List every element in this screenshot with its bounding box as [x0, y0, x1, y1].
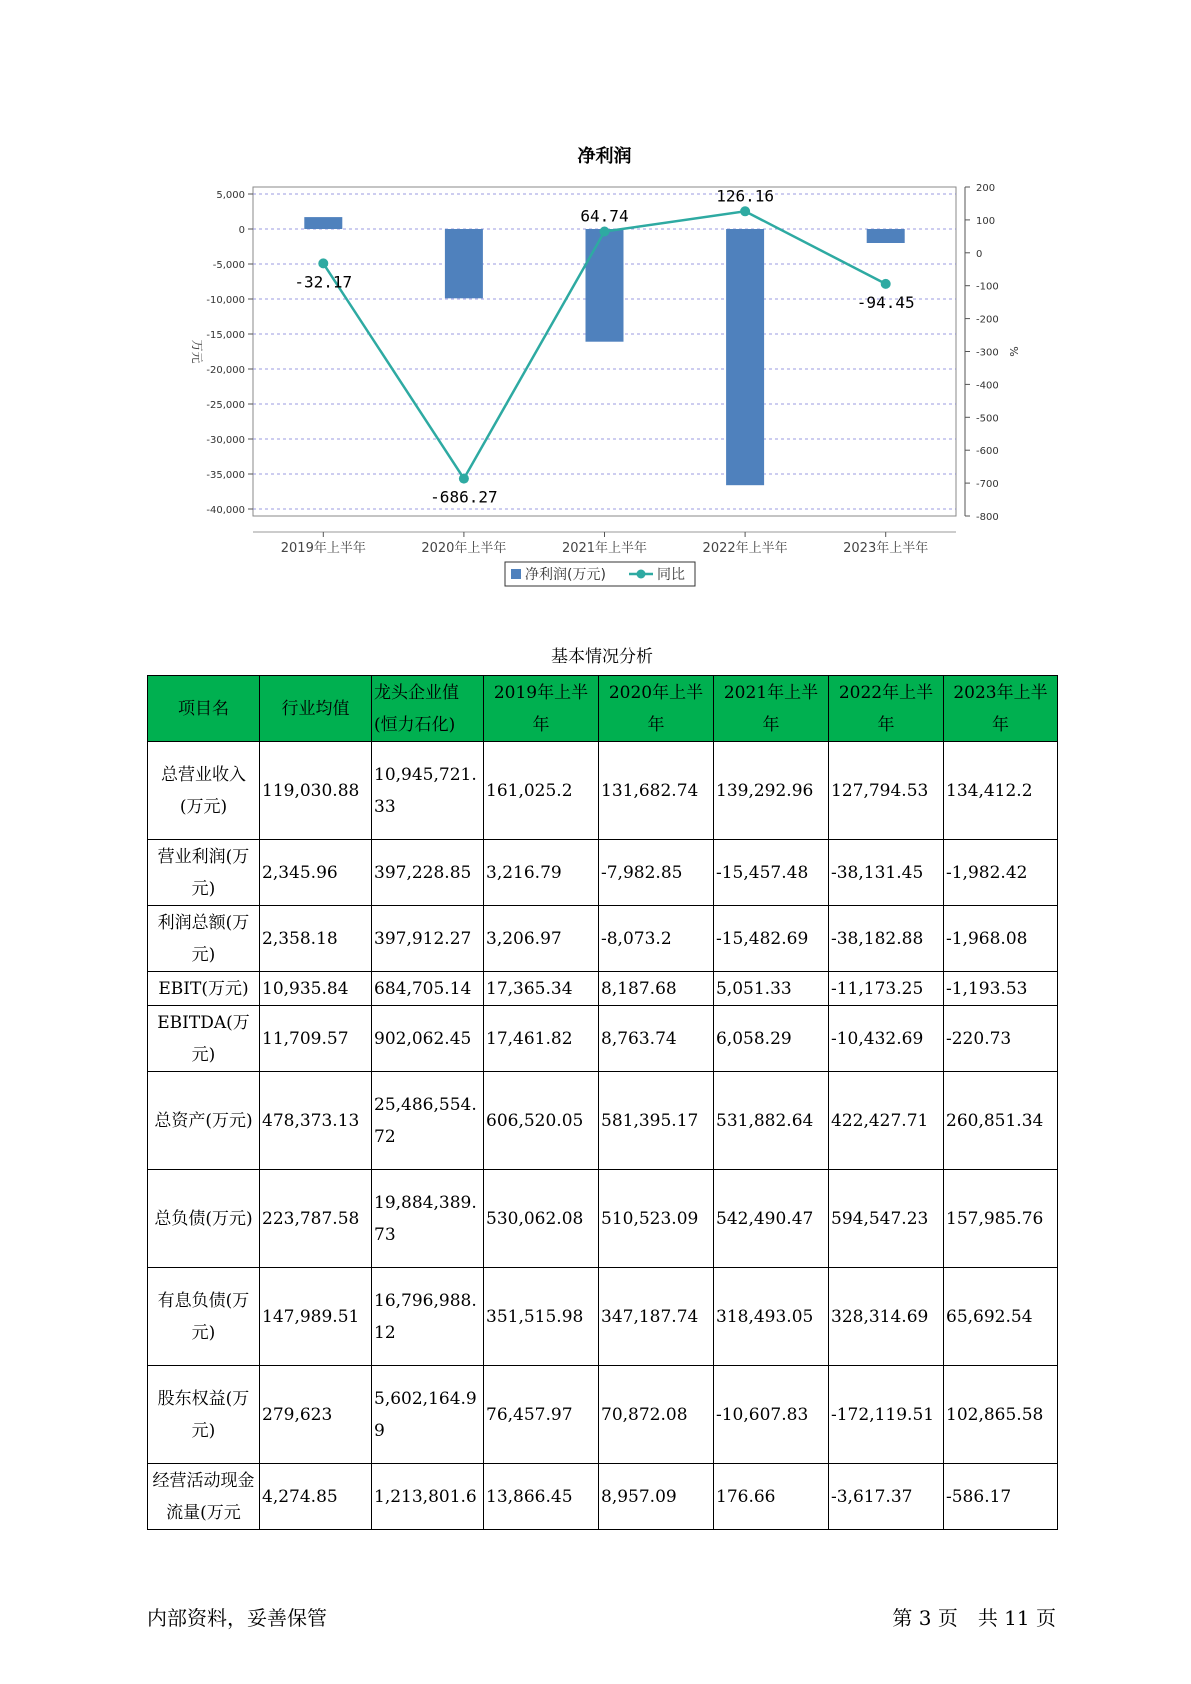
value-cell: 76,457.97 — [484, 1366, 599, 1464]
basic-analysis-table — [147, 675, 1058, 1530]
value-cell: 347,187.74 — [599, 1268, 714, 1366]
value-cell: 684,705.14 — [372, 972, 484, 1006]
value-cell: 13,866.45 — [484, 1464, 599, 1530]
value-cell: -10,432.69 — [829, 1006, 944, 1072]
header-2022h1: 2022年上半年 — [829, 676, 944, 742]
table-row — [148, 742, 1058, 840]
table-row — [148, 972, 1058, 1006]
y-right-axis-label: % — [1007, 346, 1020, 357]
table-row — [148, 1464, 1058, 1530]
value-cell: -11,173.25 — [829, 972, 944, 1006]
footer-page-number: 第 3 页 共 11 页 — [892, 1606, 1056, 1630]
chart-title: 净利润 — [577, 146, 632, 167]
value-cell: -38,131.45 — [829, 840, 944, 906]
y-tick-label: -35,000 — [206, 470, 245, 481]
row-label-cell: 有息负债(万元) — [148, 1268, 260, 1366]
table-row — [148, 906, 1058, 972]
row-label-cell: 利润总额(万元) — [148, 906, 260, 972]
value-cell: 3,216.79 — [484, 840, 599, 906]
value-cell: 157,985.76 — [944, 1170, 1058, 1268]
row-label-cell: 总资产(万元) — [148, 1072, 260, 1170]
table-row — [148, 840, 1058, 906]
value-cell: 397,912.27 — [372, 906, 484, 972]
value-cell: 10,935.84 — [260, 972, 372, 1006]
y-axis-label: 万元 — [190, 339, 204, 364]
y-tick-label: -15,000 — [206, 330, 245, 341]
value-cell: 119,030.88 — [260, 742, 372, 840]
row-label-cell: 总负债(万元) — [148, 1170, 260, 1268]
yoy-point — [740, 206, 750, 216]
value-cell: 70,872.08 — [599, 1366, 714, 1464]
yoy-point — [600, 227, 610, 237]
value-cell: -172,119.51 — [829, 1366, 944, 1464]
value-cell: 4,274.85 — [260, 1464, 372, 1530]
value-cell: 279,623 — [260, 1366, 372, 1464]
value-cell: 2,345.96 — [260, 840, 372, 906]
x-tick-label: 2022年上半年 — [702, 541, 788, 556]
value-cell: 10,945,721.33 — [372, 742, 484, 840]
bar — [445, 229, 483, 298]
value-cell: 3,206.97 — [484, 906, 599, 972]
y-tick-label: -10,000 — [206, 295, 245, 306]
value-cell: -38,182.88 — [829, 906, 944, 972]
x-tick-label: 2021年上半年 — [561, 541, 648, 556]
table-row — [148, 1170, 1058, 1268]
value-cell: 478,373.13 — [260, 1072, 372, 1170]
bar — [726, 229, 764, 485]
y-right-tick-label: 100 — [976, 215, 996, 227]
value-cell: 17,365.34 — [484, 972, 599, 1006]
footer-confidential: 内部资料，妥善保管 — [147, 1606, 327, 1630]
value-cell: -10,607.83 — [714, 1366, 829, 1464]
value-cell: 1,213,801.6 — [372, 1464, 484, 1530]
header-2021h1: 2021年上半年 — [714, 676, 829, 742]
value-cell: -15,457.48 — [714, 840, 829, 906]
value-cell: 531,882.64 — [714, 1072, 829, 1170]
value-cell: 510,523.09 — [599, 1170, 714, 1268]
y-right-tick-label: -800 — [976, 512, 999, 523]
value-cell: 8,957.09 — [599, 1464, 714, 1530]
y-right-tick-label: -700 — [976, 479, 999, 491]
value-cell: 147,989.51 — [260, 1268, 372, 1366]
y-tick-label: -40,000 — [206, 505, 245, 516]
value-cell: 606,520.05 — [484, 1072, 599, 1170]
value-cell: -1,982.42 — [944, 840, 1058, 906]
y-right-tick-label: -200 — [976, 314, 999, 326]
row-label-cell: EBIT(万元) — [148, 972, 260, 1006]
yoy-data-label: 126.16 — [716, 186, 774, 206]
value-cell: 318,493.05 — [714, 1268, 829, 1366]
value-cell: 260,851.34 — [944, 1072, 1058, 1170]
value-cell: 328,314.69 — [829, 1268, 944, 1366]
header-2023h1: 2023年上半年 — [944, 676, 1058, 742]
legend-swatch-point — [637, 570, 646, 579]
legend-label-bar: 净利润(万元) — [525, 567, 606, 583]
x-tick-label: 2020年上半年 — [421, 541, 507, 556]
value-cell: 2,358.18 — [260, 906, 372, 972]
value-cell: 176.66 — [714, 1464, 829, 1530]
value-cell: 161,025.2 — [484, 742, 599, 840]
y-right-tick-label: -300 — [976, 347, 999, 359]
yoy-point — [459, 474, 469, 484]
value-cell: -1,968.08 — [944, 906, 1058, 972]
value-cell: 594,547.23 — [829, 1170, 944, 1268]
header-industry-avg: 行业均值 — [260, 676, 372, 742]
y-right-tick-label: -600 — [976, 446, 999, 458]
header-2019h1: 2019年上半年 — [484, 676, 599, 742]
legend-swatch-bar — [511, 569, 521, 579]
yoy-data-label: -686.27 — [430, 487, 498, 507]
value-cell: 6,058.29 — [714, 1006, 829, 1072]
y-right-tick-label: 200 — [976, 183, 996, 194]
header-item-name: 项目名 — [148, 676, 260, 742]
legend-label-line: 同比 — [657, 567, 685, 583]
value-cell: 16,796,988.12 — [372, 1268, 484, 1366]
value-cell: 25,486,554.72 — [372, 1072, 484, 1170]
table-header-row — [148, 676, 1058, 742]
row-label-cell: 营业利润(万元) — [148, 840, 260, 906]
y-right-tick-label: -500 — [976, 413, 999, 425]
row-label-cell: 经营活动现金流量(万元 — [148, 1464, 260, 1530]
value-cell: 139,292.96 — [714, 742, 829, 840]
value-cell: -1,193.53 — [944, 972, 1058, 1006]
header-leader-value: 龙头企业值(恒力石化) — [372, 676, 484, 742]
value-cell: 8,763.74 — [599, 1006, 714, 1072]
y-tick-label: 5,000 — [216, 190, 245, 201]
y-tick-label: -30,000 — [206, 435, 245, 446]
yoy-point — [318, 258, 328, 268]
y-right-tick-label: -400 — [976, 380, 999, 392]
value-cell: 223,787.58 — [260, 1170, 372, 1268]
y-right-tick-label: 0 — [976, 248, 983, 260]
yoy-data-label: -32.17 — [294, 272, 353, 292]
value-cell: 902,062.45 — [372, 1006, 484, 1072]
value-cell: -220.73 — [944, 1006, 1058, 1072]
x-tick-label: 2019年上半年 — [280, 541, 366, 556]
value-cell: 5,051.33 — [714, 972, 829, 1006]
value-cell: -8,073.2 — [599, 906, 714, 972]
value-cell: 134,412.2 — [944, 742, 1058, 840]
table-row — [148, 1072, 1058, 1170]
value-cell: 530,062.08 — [484, 1170, 599, 1268]
value-cell: 102,865.58 — [944, 1366, 1058, 1464]
row-label-cell: 总营业收入(万元) — [148, 742, 260, 840]
bar — [304, 217, 342, 229]
x-tick-label: 2023年上半年 — [843, 541, 929, 556]
chart-canvas — [0, 0, 1191, 600]
header-2020h1: 2020年上半年 — [599, 676, 714, 742]
value-cell: 581,395.17 — [599, 1072, 714, 1170]
value-cell: 127,794.53 — [829, 742, 944, 840]
y-tick-label: -20,000 — [206, 365, 245, 376]
y-tick-label: -5,000 — [212, 260, 245, 271]
value-cell: 5,602,164.99 — [372, 1366, 484, 1464]
table-row — [148, 1006, 1058, 1072]
row-label-cell: EBITDA(万元) — [148, 1006, 260, 1072]
yoy-data-label: 64.74 — [580, 206, 629, 226]
value-cell: 131,682.74 — [599, 742, 714, 840]
value-cell: 422,427.71 — [829, 1072, 944, 1170]
y-right-tick-label: -100 — [976, 281, 999, 293]
value-cell: -3,617.37 — [829, 1464, 944, 1530]
bar — [586, 229, 624, 342]
value-cell: 65,692.54 — [944, 1268, 1058, 1366]
table-caption: 基本情况分析 — [551, 647, 653, 667]
table-row — [148, 1268, 1058, 1366]
table-body — [148, 742, 1058, 1530]
value-cell: -586.17 — [944, 1464, 1058, 1530]
yoy-point — [881, 279, 891, 289]
value-cell: 17,461.82 — [484, 1006, 599, 1072]
value-cell: 8,187.68 — [599, 972, 714, 1006]
row-label-cell: 股东权益(万元) — [148, 1366, 260, 1464]
table-row — [148, 1366, 1058, 1464]
net-profit-chart — [0, 0, 1191, 600]
value-cell: 397,228.85 — [372, 840, 484, 906]
value-cell: 11,709.57 — [260, 1006, 372, 1072]
value-cell: -15,482.69 — [714, 906, 829, 972]
y-tick-label: 0 — [238, 225, 245, 236]
value-cell: 351,515.98 — [484, 1268, 599, 1366]
bar — [867, 229, 905, 243]
value-cell: -7,982.85 — [599, 840, 714, 906]
yoy-data-label: -94.45 — [856, 292, 915, 312]
value-cell: 19,884,389.73 — [372, 1170, 484, 1268]
value-cell: 542,490.47 — [714, 1170, 829, 1268]
y-tick-label: -25,000 — [206, 400, 245, 411]
